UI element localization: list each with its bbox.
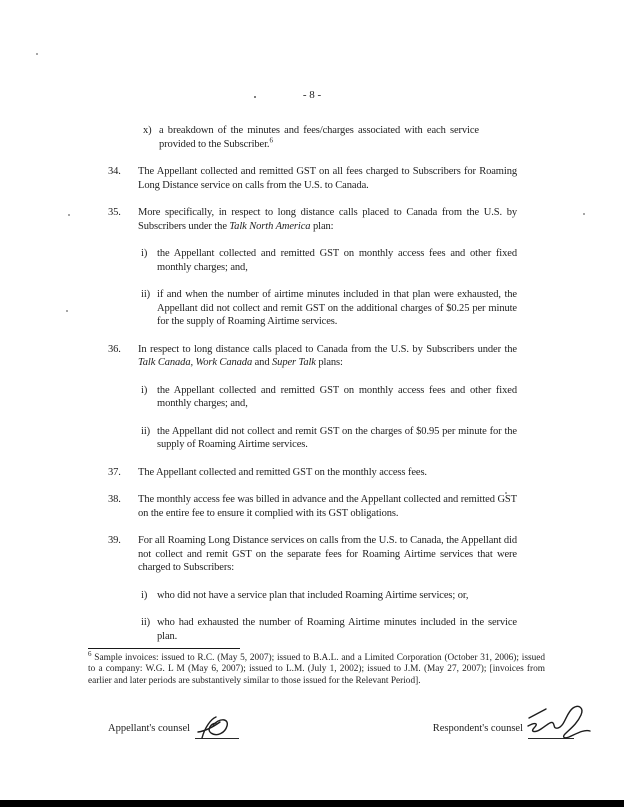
paragraph-36 [108, 343, 517, 370]
paragraph-text: who had exhausted the number of Roaming Airtime minutes included in the service plan. [157, 617, 517, 642]
respondent-signature-scribble-icon [524, 700, 592, 742]
paragraph-text: the Appellant collected and remitted GST on monthly access fees and other fixed monthly charges; and, [157, 248, 517, 273]
paragraph-marker: ii) [141, 425, 151, 437]
paragraph-text: The Appellant collected and remitted GST on all fees charged to Subscribers for Roaming Long Distance service on calls from the U.S. to Canada. [138, 166, 517, 191]
paragraph-39 [108, 534, 517, 575]
paragraph-i [141, 247, 517, 274]
paragraph-text: More specifically, in respect to long distance calls placed to Canada from the U.S. by Subscribers under the Talk North America plan: [138, 207, 517, 232]
paragraph-marker: ii) [141, 617, 151, 628]
paragraph-marker: x) [143, 125, 152, 136]
footnote-body: Sample invoices: issued to R.C. (May 5, 2007); issued to B.A.L. and a Limited Corporation (October 31, 2006); issued to a company: W.G. L M (May 6, 2007); issued to L.M. (July 1, 2002); issued to J.M. (May 27, 2007); [invoices from earlier and later periods are substantively similar to those issued for the Relevant Period]. [88, 653, 545, 686]
paragraph-list [0, 124, 624, 643]
paragraph-text: The monthly access fee was billed in advance and the Appellant collected and remitted GST on the entire fee to ensure it complied with its GST obligations. [138, 494, 517, 519]
footnote-area [88, 648, 545, 687]
appellant-signature-scribble-icon [195, 714, 239, 742]
paragraph-text: For all Roaming Long Distance services on calls from the U.S. to Canada, the Appellant did not collect and remit GST on the separate fees for Roaming Airtime services that were charged to Subscribers: [138, 535, 517, 573]
scan-speck [254, 96, 256, 98]
paragraph-ii [141, 288, 517, 329]
paragraph-34 [108, 165, 517, 192]
appellant-signature-line [195, 714, 239, 739]
scan-speck [36, 53, 38, 55]
paragraph-marker: i) [141, 248, 148, 259]
paragraph-marker: 34. [108, 166, 121, 177]
paragraph-text: The Appellant collected and remitted GST on the monthly access fees. [138, 466, 427, 478]
paragraph-marker: 39. [108, 535, 121, 546]
paragraph-i [141, 589, 517, 603]
paragraph-ii [141, 616, 517, 643]
paragraph-marker: 38. [108, 494, 121, 505]
paragraph-text: who did not have a service plan that included Roaming Airtime services; or, [157, 589, 469, 601]
paragraph-38 [108, 493, 517, 520]
paragraph-i [141, 384, 517, 411]
signature-row [108, 700, 574, 739]
page-number: - 8 - [302, 89, 322, 101]
paragraph-marker: ii) [141, 289, 151, 300]
scan-speck [68, 214, 70, 216]
paragraph-ii [141, 425, 517, 452]
scan-speck [583, 213, 585, 215]
respondent-counsel-label: Respondent's counsel [432, 723, 523, 734]
paragraph-marker: 36. [108, 343, 121, 355]
paragraph-text: a breakdown of the minutes and fees/charges associated with each service provided to the Subscriber.$^6$ [159, 125, 479, 150]
footnote-text [88, 649, 545, 687]
paragraph-marker: 37. [108, 466, 121, 478]
paragraph-text: if and when the number of airtime minutes included in that plan were exhausted, the Appellant did not collect and remit GST on the additional charges of $0.25 per minute for the supply of Roaming Airtime services. [157, 289, 517, 327]
respondent-signature-block [433, 700, 574, 739]
appellant-counsel-label: Appellant's counsel [108, 723, 191, 734]
scan-speck [66, 310, 68, 312]
paragraph-marker: i) [141, 384, 148, 396]
paragraph-x [143, 124, 517, 151]
footnote-marker: 6 [88, 649, 92, 658]
paragraph-marker: i) [141, 589, 148, 601]
footnote-separator-rule [88, 648, 240, 649]
respondent-signature-line [528, 700, 574, 739]
paragraph-text: In respect to long distance calls placed to Canada from the U.S. by Subscribers under the Talk Canada, Work Canada and Super Talk plans: [138, 343, 517, 368]
scanner-edge-bar [0, 800, 624, 807]
paragraph-text: the Appellant collected and remitted GST on monthly access fees and other fixed monthly charges; and, [157, 384, 517, 409]
paragraph-37 [108, 466, 517, 480]
appellant-signature-block [108, 714, 239, 739]
paragraph-35 [108, 206, 517, 233]
paragraph-marker: 35. [108, 207, 121, 218]
scan-speck [505, 492, 507, 494]
paragraph-text: the Appellant did not collect and remit GST on the charges of $0.95 per minute for the supply of Roaming Airtime services. [157, 425, 517, 450]
